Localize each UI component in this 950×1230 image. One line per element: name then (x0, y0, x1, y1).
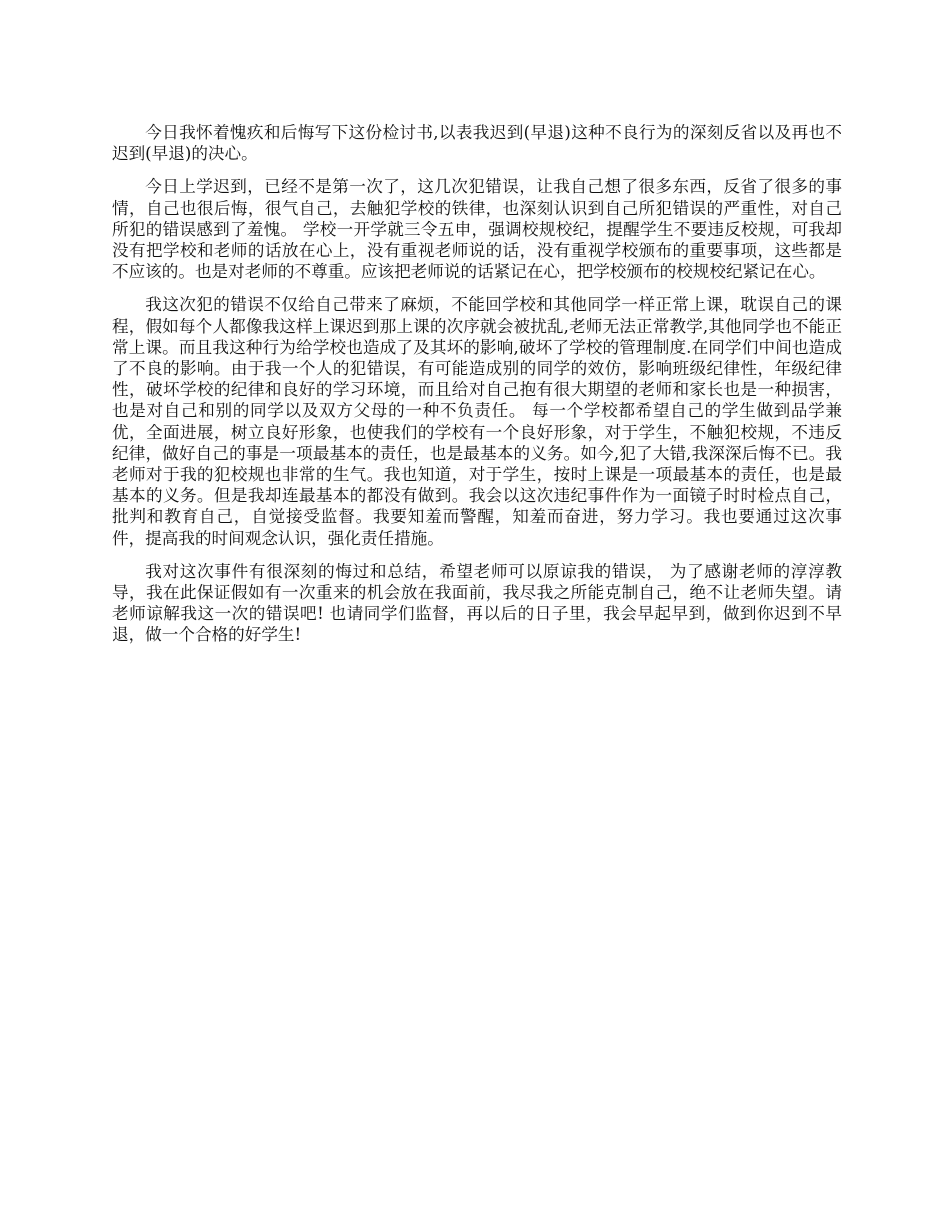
document-body (112, 122, 842, 658)
paragraph-consequences: 我这次犯的错误不仅给自己带来了麻烦，不能回学校和其他同学一样正常上课，耽误自己的课程，假如每个人都像我这样上课迟到那上课的次序就会被扰乱,老师无法正常教学,其他同学也不能正常上课。而且我这种行为给学校也造成了及其坏的影响,破坏了学校的管理制度.在同学们中间也造成了不良的影响。由于我一个人的犯错误，有可能造成别的同学的效仿，影响班级纪律性，年级纪律性，破坏学校的纪律和良好的学习环境，而且给对自己抱有很大期望的老师和家长也是一种损害，也是对自己和别的同学以及双方父母的一种不负责任。 每一个学校都希望自己的学生做到品学兼优，全面进展，树立良好形象，也使我们的学校有一个良好形象，对于学生，不触犯校规，不违反纪律，做好自己的事是一项最基本的责任，也是最基本的义务。如今,犯了大错,我深深后悔不已。我老师对于我的犯校规也非常的生气。我也知道，对于学生，按时上课是一项最基本的责任，也是最基本的义务。但是我却连最基本的都没有做到。我会以这次违纪事件作为一面镜子时时检点自己，批判和教育自己，自觉接受监督。我要知羞而警醒，知羞而奋进，努力学习。我也要通过这次事件，提高我的时间观念认识，强化责任措施。 (112, 295, 842, 548)
paragraph-intro: 今日我怀着愧疚和后悔写下这份检讨书,以表我迟到(早退)这种不良行为的深刻反省以及再也不迟到(早退)的决心。 (112, 123, 842, 164)
paragraph-reflection: 今日上学迟到，已经不是第一次了，这几次犯错误，让我自己想了很多东西，反省了很多的事情，自己也很后悔，很气自己，去触犯学校的铁律，也深刻认识到自己所犯错误的严重性，对自己所犯的错误感到了羞愧。 学校一开学就三令五申，强调校规校纪，提醒学生不要违反校规，可我却没有把学校和老师的话放在心上，没有重视老师说的话，没有重视学校颁布的重要事项，这些都是不应该的。也是对老师的不尊重。应该把老师说的话紧记在心，把学校颁布的校规校纪紧记在心。 (112, 177, 842, 282)
paragraph-conclusion: 我对这次事件有很深刻的悔过和总结，希望老师可以原谅我的错误， 为了感谢老师的淳淳教导，我在此保证假如有一次重来的机会放在我面前，我尽我之所能克制自己，绝不让老师失望。请老师谅解我这一次的错误吧! 也请同学们监督，再以后的日子里，我会早起早到，做到你迟到不早退，做一个合格的好学生! (112, 561, 842, 645)
